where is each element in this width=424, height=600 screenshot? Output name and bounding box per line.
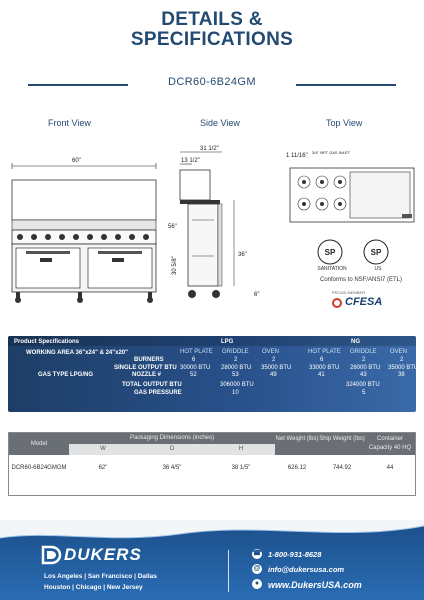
divider-right xyxy=(296,84,396,86)
nozzle-ng-oven: 38 xyxy=(398,372,405,378)
nozzle-ng-griddle: 43 xyxy=(360,372,367,378)
leg-6-dim: 6" xyxy=(254,292,260,298)
cities-line2: Houston | Chicago | New Jersey xyxy=(44,584,143,591)
product-specifications-panel xyxy=(8,336,419,412)
table-cell-net: 626.12 xyxy=(287,465,307,471)
burners-ng-griddle: 2 xyxy=(362,357,366,363)
cfesa-top: PROUD MEMBER xyxy=(332,290,366,295)
burners-lpg-oven: 2 xyxy=(272,357,276,363)
side-inner-dim: 13 1/2" xyxy=(181,158,200,164)
email-address[interactable]: info@dukersusa.com xyxy=(268,565,345,574)
burners-lpg-hotplate: 6 xyxy=(192,357,196,363)
nozzle-lpg-hotplate: 52 xyxy=(190,372,197,378)
height-56-dim: 56" xyxy=(168,224,177,230)
pressure-ng: 5 xyxy=(362,390,366,396)
height-36-dim: 36" xyxy=(238,252,247,258)
website-link[interactable]: www.DukersUSA.com xyxy=(268,580,362,590)
btu-lpg-oven: 35000 BTU xyxy=(261,365,292,371)
gas-type-label: GAS TYPE LPG/NG xyxy=(38,372,94,378)
cfesa-text: CFESA xyxy=(345,296,383,308)
phone-icon: ☎ xyxy=(252,550,262,557)
top-view-label: Top View xyxy=(326,118,363,128)
nozzle-lpg-oven: 49 xyxy=(270,372,277,378)
ng-col-hotplate: HOT PLATE xyxy=(308,349,341,355)
conforms-text: Conforms to NSF/ANSI7 (ETL) xyxy=(319,277,403,283)
cities-line1: Los Angeles | San Francisco | Dallas xyxy=(44,573,157,580)
spec-section-title: Product Specifications xyxy=(14,339,80,345)
total-lpg: 306000 BTU xyxy=(220,382,254,388)
burners-ng-oven: 2 xyxy=(400,357,404,363)
front-view-drawing xyxy=(6,158,166,308)
table-cell-w: 62" xyxy=(98,465,108,471)
dukers-logo-icon xyxy=(40,544,62,566)
burners-label: BURNERS xyxy=(134,357,164,363)
lpg-header: LPG xyxy=(221,339,234,345)
lpg-col-oven: OVEN xyxy=(262,349,280,355)
table-sub-h: H xyxy=(207,444,275,455)
page-title xyxy=(0,10,424,50)
table-header-ship-weight: Ship Weight (lbs) xyxy=(319,433,365,455)
table-header-packaging: Packaging Dimensions (inches) xyxy=(69,433,275,444)
gas-inlet-dim: 3/4" NPT GAS INLET xyxy=(312,150,351,155)
side-view-label: Side View xyxy=(200,118,240,128)
front-width-dim: 60" xyxy=(72,158,81,164)
title-line2: SPECIFICATIONS xyxy=(130,29,294,50)
front-view-label: Front View xyxy=(48,118,91,128)
table-cell-d: 36 4/5" xyxy=(162,465,182,471)
nozzle-lpg-griddle: 53 xyxy=(232,372,239,378)
table-header-net-weight: Net Weight (lbs) xyxy=(275,433,319,455)
email-icon: @ xyxy=(253,565,261,572)
working-area-label: WORKING AREA 36"x24" & 24"x20" xyxy=(26,350,128,356)
model-number: DCR60-6B24GM xyxy=(168,76,256,88)
csa-sanitation-caption: SANITATION xyxy=(317,266,347,272)
lpg-col-hotplate: HOT PLATE xyxy=(180,349,213,355)
burners-lpg-griddle: 2 xyxy=(234,357,238,363)
ng-header: NG xyxy=(351,339,360,345)
svg-text:SP: SP xyxy=(370,248,382,257)
table-sub-w: W xyxy=(69,444,137,455)
total-output-label: TOTAL OUTPUT BTU xyxy=(122,382,182,388)
btu-lpg-griddle: 28000 BTU xyxy=(221,365,252,371)
height-30-dim: 30 5/8" xyxy=(172,256,178,275)
divider-left xyxy=(28,84,128,86)
packaging-table xyxy=(8,432,416,496)
btu-lpg-hotplate: 30000 BTU xyxy=(180,365,211,371)
ng-col-griddle: GRIDDLE xyxy=(350,349,377,355)
table-cell-capacity: 44 xyxy=(386,465,394,471)
total-ng: 324000 BTU xyxy=(346,382,380,388)
phone-number[interactable]: 1-800-931-8628 xyxy=(268,550,322,559)
footer-separator xyxy=(228,550,229,592)
pressure-lpg: 10 xyxy=(232,390,239,396)
top-inlet-dim: 1 11/16" xyxy=(286,153,308,159)
btu-ng-hotplate: 33000 BTU xyxy=(309,365,340,371)
btu-ng-oven: 35000 BTU xyxy=(388,365,419,371)
svg-text:SP: SP xyxy=(324,248,336,257)
table-cell-model: DCR60-6B24GMGM xyxy=(11,465,67,471)
table-sub-d: D xyxy=(137,444,207,455)
gas-pressure-label: GAS PRESSURE xyxy=(134,390,182,396)
csa-us-caption: US xyxy=(374,266,382,272)
top-view-drawing xyxy=(286,158,418,224)
table-header-container: Container Capacity 40 HQ xyxy=(365,433,415,455)
nozzle-ng-hotplate: 41 xyxy=(318,372,325,378)
footer xyxy=(0,520,424,600)
lpg-col-griddle: GRIDDLE xyxy=(222,349,249,355)
model-divider xyxy=(28,76,396,92)
nozzle-label: NOZZLE # xyxy=(132,372,162,378)
burners-ng-hotplate: 6 xyxy=(320,357,324,363)
side-view-drawing xyxy=(178,148,284,308)
single-output-label: SINGLE OUTPUT BTU xyxy=(114,365,177,371)
table-header-model: Model xyxy=(9,433,69,455)
ng-col-oven: OVEN xyxy=(390,349,408,355)
globe-icon: ● xyxy=(252,579,262,589)
title-line1: DETAILS & xyxy=(161,9,263,30)
table-cell-ship: 744.92 xyxy=(332,465,352,471)
brand-name: DUKERS xyxy=(64,545,142,564)
table-cell-h: 38 1/5" xyxy=(231,465,251,471)
cfesa-logo xyxy=(332,296,392,310)
side-depth-dim: 31 1/2" xyxy=(200,146,219,152)
btu-ng-griddle: 28000 BTU xyxy=(350,365,381,371)
